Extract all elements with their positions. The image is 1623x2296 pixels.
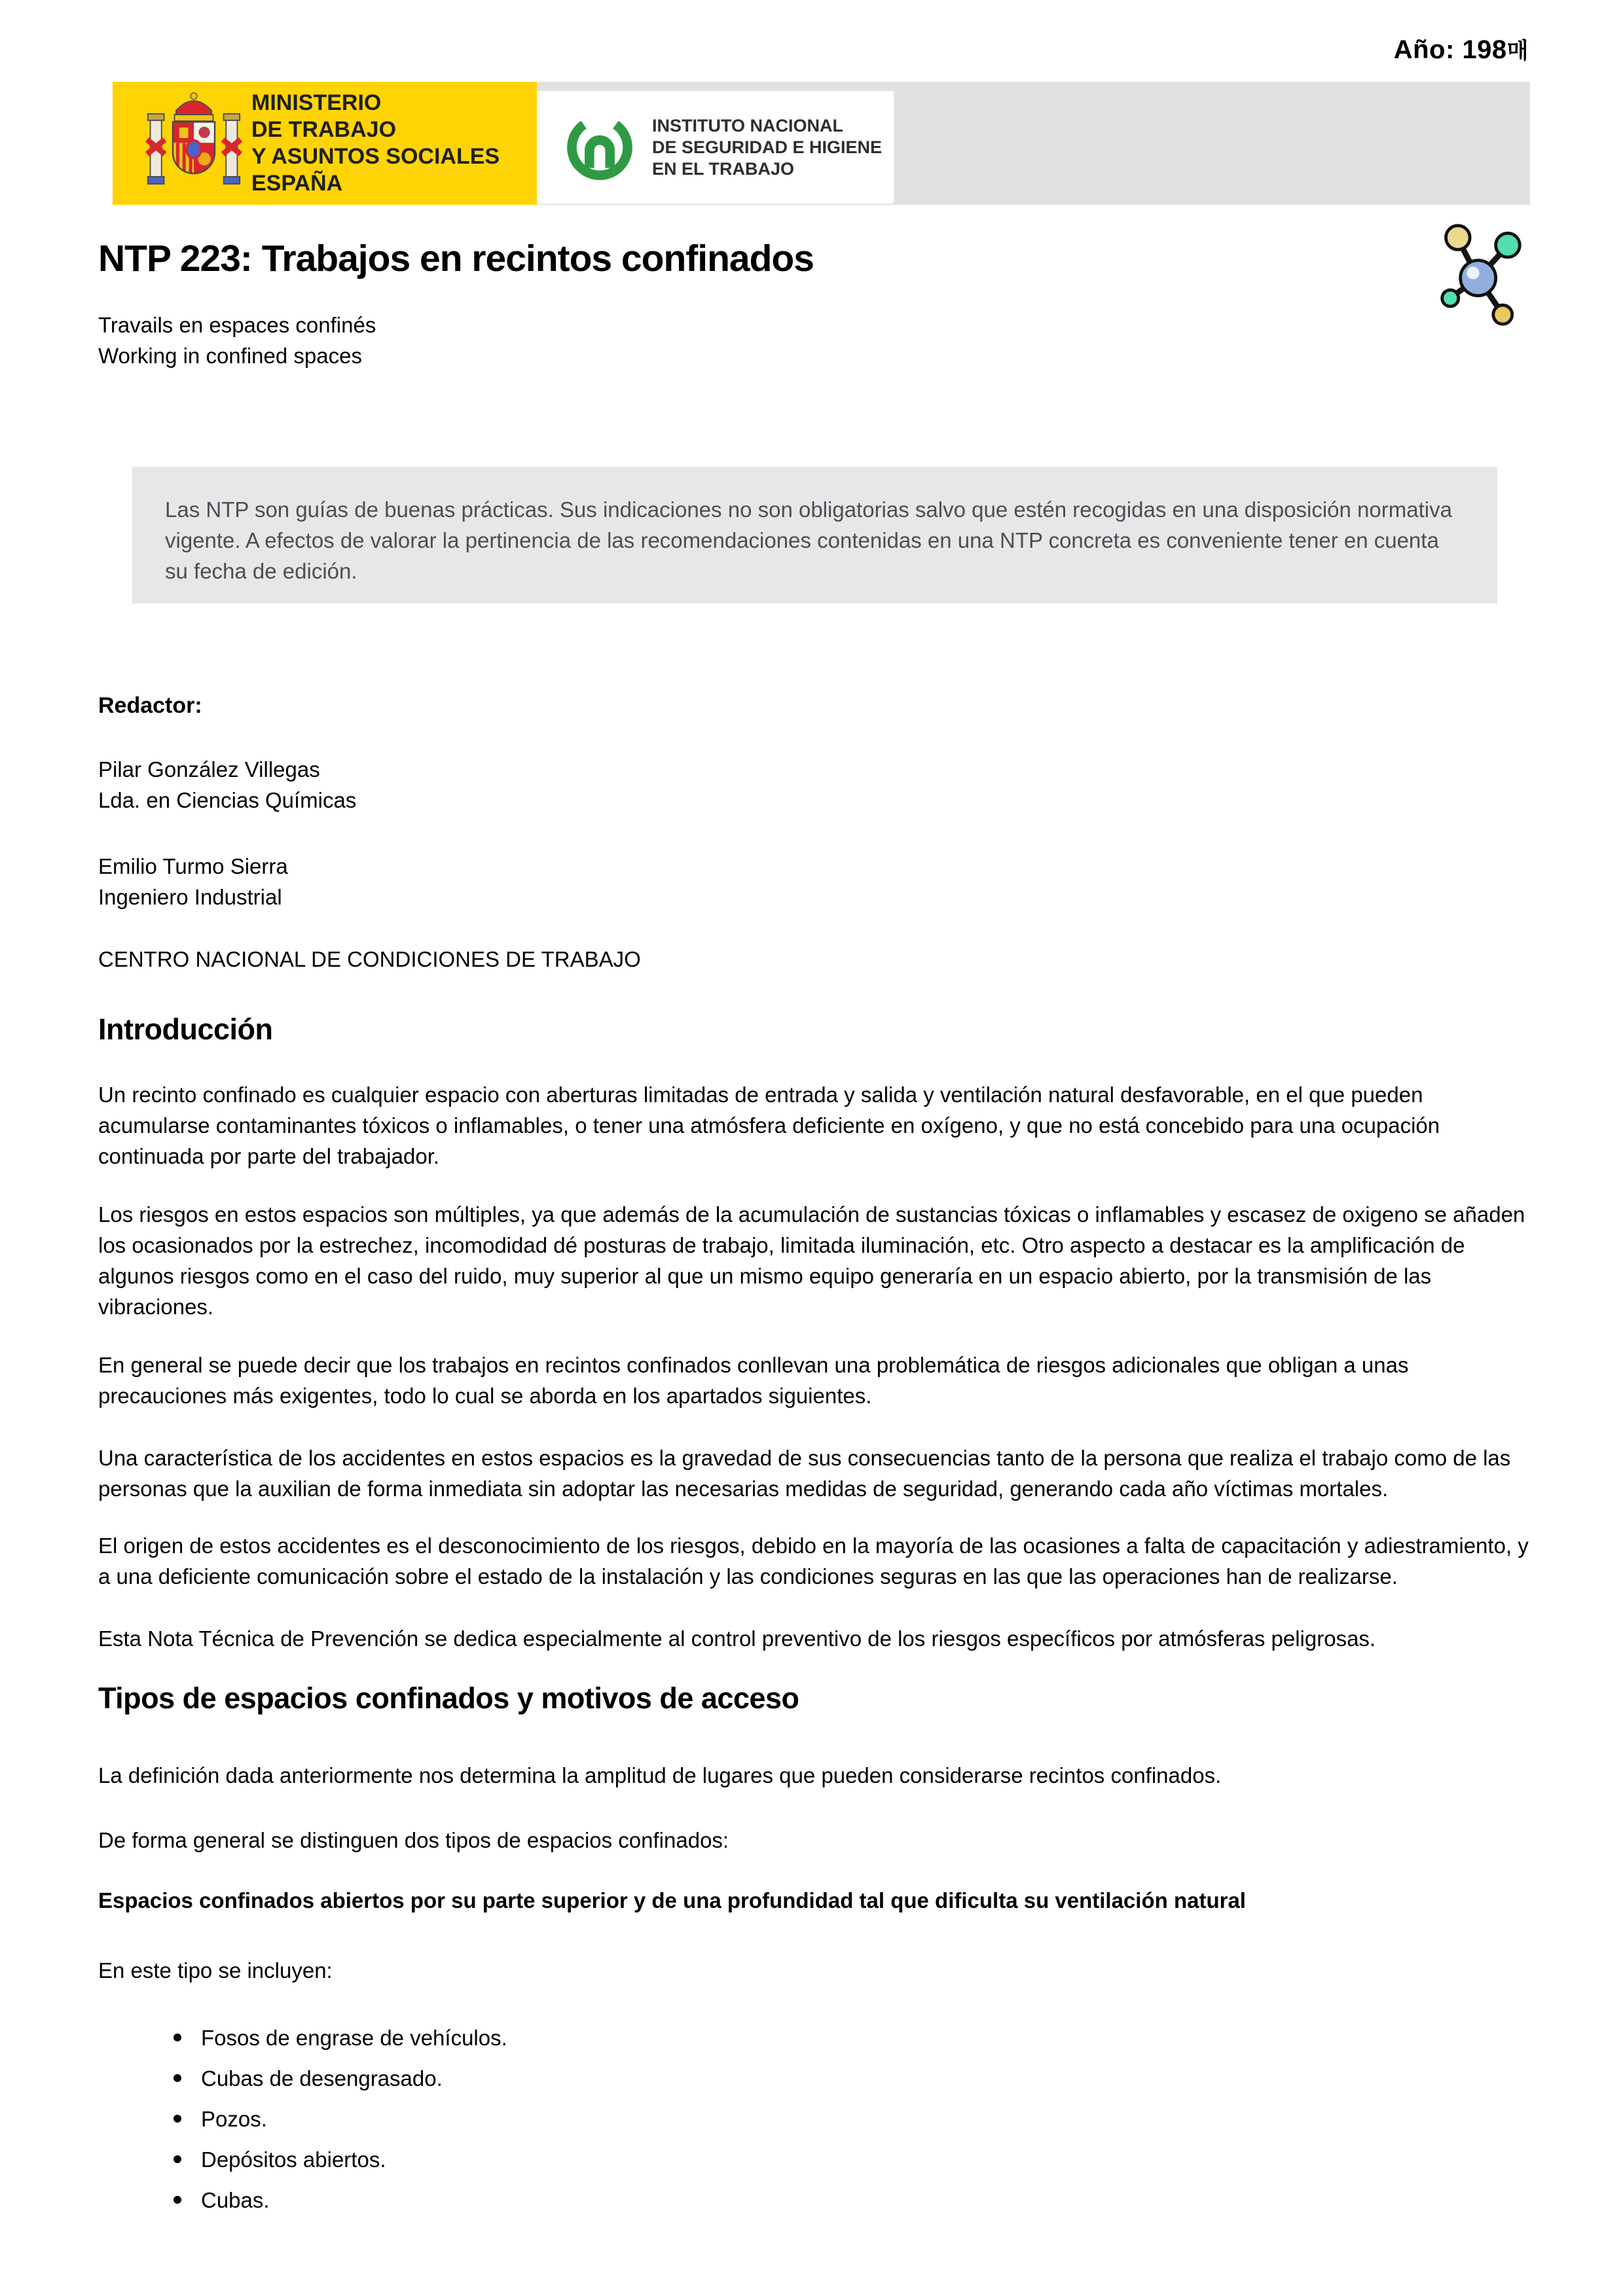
- confined-spaces-list: [98, 2022, 1529, 2215]
- ministry-line: DE TRABAJO: [251, 117, 397, 142]
- tipos-paragraph: La definición dada anteriormente nos determina la amplitud de lugares que pueden considerarse recintos confinados.: [98, 1763, 1222, 1787]
- year-text: Año: 198: [1393, 35, 1507, 64]
- insht-ring-logo-icon: [563, 109, 636, 186]
- author-title: Lda. en Ciencias Químicas: [98, 788, 357, 812]
- list-item: Cubas.: [173, 2185, 1529, 2215]
- intro-paragraph: En general se puede decir que los trabajos en recintos confinados conllevan una problemática de riesgos adicionales que obligan a unas precauciones más exigentes, todo lo cual se aborda en los apartados siguientes.: [98, 1353, 1409, 1408]
- page-title: NTP 223: Trabajos en recintos confinados: [98, 238, 814, 279]
- insht-logo-text: [652, 115, 882, 180]
- list-item: Cubas de desengrasado.: [173, 2063, 1529, 2094]
- intro-paragraph: El origen de estos accidentes es el desconocimiento de los riesgos, debido en la mayoría de las ocasiones a falta de capacitación y adiestramiento, y a una deficiente comunicación sobre el estado de la instalación y las condiciones seguras en las que las operaciones han de realizarse.: [98, 1534, 1529, 1588]
- intro-paragraph: Los riesgos en estos espacios son múltiples, ya que además de la acumulación de sustancias tóxicas o inflamables y escasez de oxigeno se añaden los ocasionados por la estrechez, incomodidad dé posturas de trabajo, limitada iluminación, etc. Otro aspecto a destacar es la amplificación de algunos riesgos como en el caso del ruido, muy superior al que un mismo equipo generaría en un espacio abierto, por la transmisión de las vibraciones.: [98, 1202, 1525, 1319]
- subtitle-block: [98, 310, 1529, 371]
- list-item: Fosos de engrase de vehículos.: [173, 2022, 1529, 2053]
- ministry-line: Y ASUNTOS SOCIALES: [251, 144, 500, 169]
- ministry-line: ESPAÑA: [251, 171, 343, 196]
- insht-line: EN EL TRABAJO: [652, 158, 795, 179]
- redactor-label: Redactor:: [98, 693, 202, 718]
- ministry-logo-text: [251, 90, 500, 197]
- ministry-logo: [113, 82, 537, 205]
- issuing-center: CENTRO NACIONAL DE CONDICIONES DE TRABAJO: [98, 947, 641, 971]
- tipos-paragraph: En este tipo se incluyen:: [98, 1958, 333, 1982]
- intro-paragraph: Esta Nota Técnica de Prevención se dedica especialmente al control preventivo de los riesgos específicos por atmósferas peligrosas.: [98, 1626, 1376, 1651]
- author-block: [98, 851, 1529, 912]
- spain-coat-of-arms-icon: [145, 90, 242, 198]
- author-block: [98, 754, 1529, 816]
- author-name: Emilio Turmo Sierra: [98, 854, 288, 878]
- year-label: [98, 0, 1529, 65]
- ministry-line: MINISTERIO: [251, 90, 382, 115]
- redactor-section: [98, 692, 1529, 975]
- section-heading-tipos: Tipos de espacios confinados y motivos de acceso: [98, 1681, 799, 1715]
- subtitle-french: Travails en espaces confinés: [98, 313, 376, 337]
- intro-paragraph: Una característica de los accidentes en estos espacios es la gravedad de sus consecuencias tanto de la persona que realiza el trabajo como de las personas que la auxilian de forma inmediata sin adoptar las necesarias medidas de seguridad, generando cada año víctimas mortales.: [98, 1446, 1511, 1501]
- tipos-bold-subheading: Espacios confinados abiertos por su parte superior y de una profundidad tal que dificulta su ventilación natural: [98, 1888, 1246, 1912]
- tipos-paragraph: De forma general se distinguen dos tipos de espacios confinados:: [98, 1828, 729, 1852]
- intro-paragraph: Un recinto confinado es cualquier espacio con aberturas limitadas de entrada y salida y ventilación natural desfavorable, en el que pueden acumularse contaminantes tóxicos o inflamables, o tener una atmósfera deficiente en oxígeno, y que no está concebido para una ocupación continuada por parte del trabajador.: [98, 1083, 1440, 1168]
- insht-logo: [537, 91, 894, 204]
- insht-line: INSTITUTO NACIONAL: [652, 115, 843, 135]
- molecule-icon: [1436, 220, 1525, 331]
- unknown-glyph: 매: [1506, 39, 1529, 63]
- insht-line: DE SEGURIDAD E HIGIENE: [652, 137, 883, 157]
- subtitle-english: Working in confined spaces: [98, 344, 362, 368]
- author-name: Pilar González Villegas: [98, 757, 320, 781]
- author-title: Ingeniero Industrial: [98, 885, 282, 909]
- ntp-disclaimer-box: Las NTP son guías de buenas prácticas. Sus indicaciones no son obligatorias salvo que estén recogidas en una disposición normativa vigente. A efectos de valorar la pertinencia de las recomendaciones contenidas en una NTP concreta es conveniente tener en cuenta su fecha de edición.: [132, 467, 1497, 603]
- header-logo-strip: [113, 82, 1530, 205]
- list-item: Depósitos abiertos.: [173, 2144, 1529, 2175]
- list-item: Pozos.: [173, 2104, 1529, 2134]
- section-heading-introduccion: Introducción: [98, 1013, 273, 1046]
